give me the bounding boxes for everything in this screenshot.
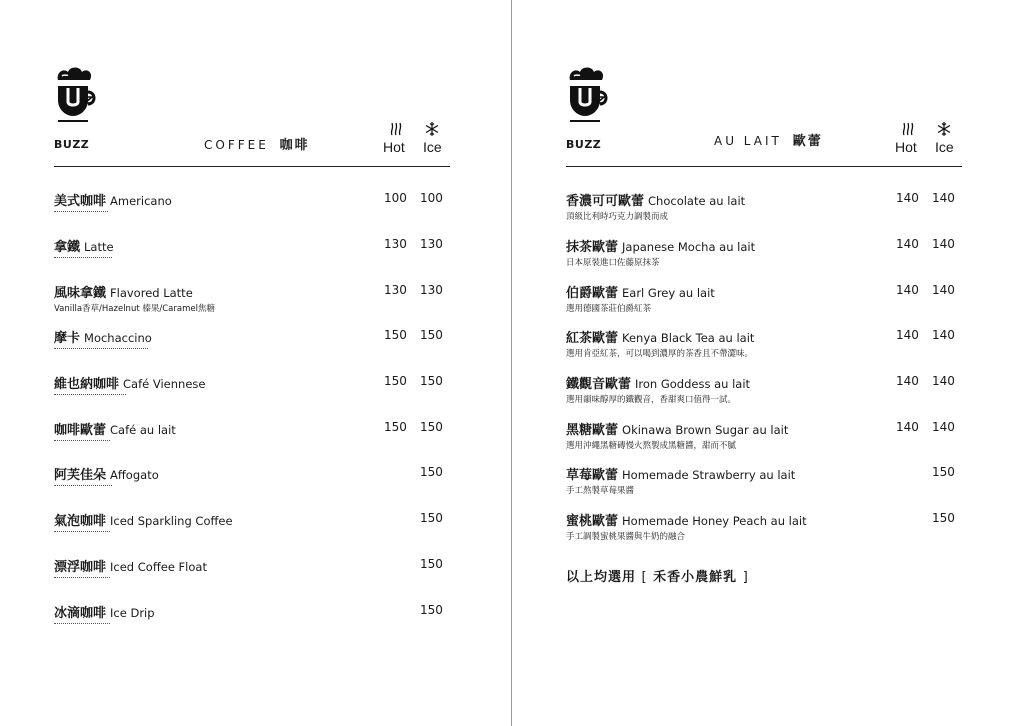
menu-item: 黑糖歐蕾 Okinawa Brown Sugar au lait 140 140 選用沖繩黑糖磚慢火熬製成黑糖醬，甜而不膩 [566,420,955,451]
menu-item: 蜜桃歐蕾 Homemade Honey Peach au lait 150 手工調製蜜桃果醬與牛奶的融合 [566,511,955,542]
menu-item: 香濃可可歐蕾 Chocolate au lait 140 140 頂級比利時巧克力調製而成 [566,191,955,222]
item-note: 手工調製蜜桃果醬與牛奶的融合 [566,532,686,542]
dotted-divider [54,257,112,258]
menu-item: 漂浮咖啡 Iced Coffee Float 150 [54,556,450,580]
dotted-divider [54,440,110,441]
dotted-divider [54,577,110,578]
dotted-divider [54,485,112,486]
ice-price: 150 [420,603,443,617]
coffee-cup-logo-icon [564,66,612,126]
au-lait-menu-page [512,0,1024,726]
ice-price: 150 [420,511,443,525]
hot-column-label: Hot [383,139,405,155]
ice-price: 150 [420,328,443,342]
ice-price: 140 [932,374,955,388]
ice-price: 150 [420,465,443,479]
menu-item: 風味拿鐵 Flavored Latte 130 130 Vanilla香草/Hazelnut 榛果/Caramel焦糖 [54,283,443,314]
item-note: 選用德國茶莊伯爵紅茶 [566,304,652,314]
ice-price: 100 [420,191,443,205]
menu-item: 咖啡歐蕾 Café au lait 150 150 [54,419,450,443]
menu-item: 伯爵歐蕾 Earl Grey au lait 140 140 選用德國茶莊伯爵紅茶 [566,283,955,314]
ice-price: 150 [420,420,443,434]
hot-price: 140 [896,420,919,434]
ice-column-label: Ice [935,139,954,155]
coffee-cup-logo-icon [52,66,100,126]
ice-price: 130 [420,283,443,297]
ice-price: 140 [932,283,955,297]
buzz-logo [52,66,100,126]
menu-item: 鐵觀音歐蕾 Iron Goddess au lait 140 140 選用韻味醇厚的鐵觀音，香甜爽口值得一試。 [566,374,955,405]
hot-column-label: Hot [895,139,917,155]
category-title-coffee [204,134,310,153]
hot-price: 100 [384,191,407,205]
snowflake-icon [424,121,440,141]
header-divider [54,166,450,167]
snowflake-icon [936,121,952,141]
hot-price: 150 [384,374,407,388]
item-note: 頂級比利時巧克力調製而成 [566,212,669,222]
buzz-logo [564,66,612,126]
ice-price: 130 [420,237,443,251]
ice-price: 150 [932,465,955,479]
item-note: 選用沖繩黑糖磚慢火熬製成黑糖醬，甜而不膩 [566,441,737,451]
menu-item: 美式咖啡 Americano 100 100 [54,190,450,214]
item-note: Vanilla香草/Hazelnut 榛果/Caramel焦糖 [54,304,215,314]
ice-price: 140 [932,237,955,251]
menu-item: 草莓歐蕾 Homemade Strawberry au lait 150 手工熬製草莓果醬 [566,465,955,496]
ice-price: 140 [932,191,955,205]
ice-price: 150 [420,374,443,388]
category-title-zh: 咖啡 [279,138,310,153]
hot-price: 140 [896,283,919,297]
hot-price: 140 [896,374,919,388]
ice-price: 150 [420,557,443,571]
ice-price: 140 [932,328,955,342]
header-divider [566,166,962,167]
hot-price: 140 [896,191,919,205]
milk-source-note: 以上均選用 [ 禾香小農鮮乳 ] [566,570,749,585]
menu-item: 拿鐵 Latte 130 130 [54,236,450,260]
menu-item: 冰滴咖啡 Ice Drip 150 [54,602,450,626]
menu-item: 紅茶歐蕾 Kenya Black Tea au lait 140 140 選用肯亞紅茶，可以喝到濃厚的茶香且不帶澀味。 [566,328,955,359]
hot-price: 150 [384,420,407,434]
category-title-zh: 歐蕾 [792,134,823,149]
menu-item: 阿芙佳朵 Affogato 150 [54,464,450,488]
ice-column-label: Ice [423,139,442,155]
item-note: 手工熬製草莓果醬 [566,486,635,496]
menu-item: 摩卡 Mochaccino 150 150 [54,327,450,351]
hot-price: 130 [384,237,407,251]
hot-price: 140 [896,328,919,342]
brand-name: BUZZ [566,138,602,151]
dotted-divider [54,531,110,532]
menu-item: 氣泡咖啡 Iced Sparkling Coffee 150 [54,510,450,534]
ice-price: 150 [932,511,955,525]
item-note: 選用韻味醇厚的鐵觀音，香甜爽口值得一試。 [566,395,737,405]
hot-price: 140 [896,237,919,251]
menu-item: 維也納咖啡 Café Viennese 150 150 [54,373,450,397]
hot-steam-icon [900,121,916,141]
category-title-au-lait [714,130,823,149]
hot-steam-icon [388,121,404,141]
menu-item: 抹茶歐蕾 Japanese Mocha au lait 140 140 日本原裝進口佐藤原抹茶 [566,237,955,268]
category-title-en: COFFEE [204,138,269,152]
category-title-en: AU LAIT [714,134,782,148]
item-note: 日本原裝進口佐藤原抹茶 [566,258,660,268]
dotted-divider [54,348,148,349]
hot-price: 130 [384,283,407,297]
brand-name: BUZZ [54,138,90,151]
dotted-divider [54,623,110,624]
hot-price: 150 [384,328,407,342]
dotted-divider [54,211,108,212]
dotted-divider [54,394,126,395]
ice-price: 140 [932,420,955,434]
item-note: 選用肯亞紅茶，可以喝到濃厚的茶香且不帶澀味。 [566,349,754,359]
